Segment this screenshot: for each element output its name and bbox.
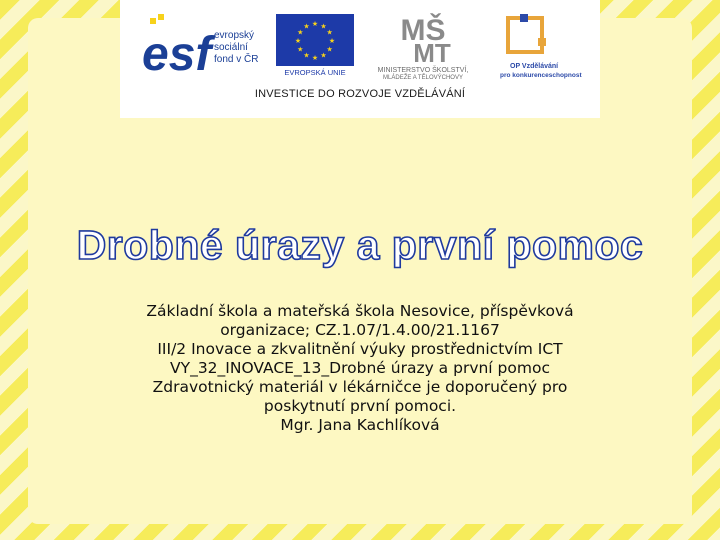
svg-text:EVROPSKÁ UNIE: EVROPSKÁ UNIE — [284, 68, 346, 76]
banner-caption: INVESTICE DO ROZVOJE VZDĚLÁVÁNÍ — [254, 88, 466, 100]
body-line: III/2 Inovace a zkvalitnění výuky prostřednictvím ICT — [157, 340, 563, 358]
eu-star-icon: ★ — [326, 45, 333, 54]
eu-star-icon: ★ — [294, 37, 302, 45]
svg-text:MINISTERSTVO ŠKOLSTVÍ,: MINISTERSTVO ŠKOLSTVÍ, — [377, 67, 469, 74]
body-line: Zdravotnický materiál v lékárničce je doporučený pro — [152, 378, 568, 396]
body-line: VY_32_INOVACE_13_Drobné úrazy a první pomoc — [170, 359, 550, 377]
eu-star-icon: ★ — [328, 37, 336, 45]
eu-star-icon: ★ — [297, 28, 304, 37]
eu-star-icon: ★ — [320, 51, 327, 60]
svg-text:evropský: evropský — [214, 30, 255, 41]
body-line: poskytnutí první pomoci. — [263, 397, 457, 415]
esf-logo — [142, 14, 260, 76]
svg-text:OP Vzdělávání: OP Vzdělávání — [510, 63, 559, 70]
eu-star-icon: ★ — [326, 28, 333, 37]
svg-text:esf: esf — [142, 28, 212, 76]
svg-text:MT: MT — [413, 38, 451, 68]
svg-text:sociální: sociální — [214, 42, 248, 53]
slide-title: Drobné úrazy a první pomoc — [76, 222, 644, 268]
eu-star-icon: ★ — [311, 20, 319, 28]
svg-text:fond v ČR: fond v ČR — [214, 54, 259, 65]
svg-text:MŠ: MŠ — [400, 14, 446, 47]
logo-banner — [120, 0, 600, 118]
author-line: Mgr. Jana Kachlíková — [280, 416, 440, 434]
svg-text:pro konkurenceschopnost: pro konkurenceschopnost — [500, 72, 582, 79]
eu-star-icon: ★ — [320, 22, 327, 31]
eu-star-icon: ★ — [303, 22, 310, 31]
body-line: organizace; CZ.1.07/1.4.00/21.1167 — [220, 321, 500, 339]
op-vzdelavani-logo — [490, 12, 590, 82]
slide-body — [60, 302, 660, 435]
eu-flag-logo — [276, 14, 354, 76]
svg-text:MLÁDEŽE A TĚLOVÝCHOVY: MLÁDEŽE A TĚLOVÝCHOVY — [383, 75, 463, 80]
eu-star-icon: ★ — [303, 51, 310, 60]
eu-star-icon: ★ — [297, 45, 304, 54]
body-line: Základní škola a mateřská škola Nesovice, příspěvková — [146, 302, 574, 320]
eu-star-icon: ★ — [311, 54, 319, 62]
msmt-logo — [360, 10, 486, 80]
